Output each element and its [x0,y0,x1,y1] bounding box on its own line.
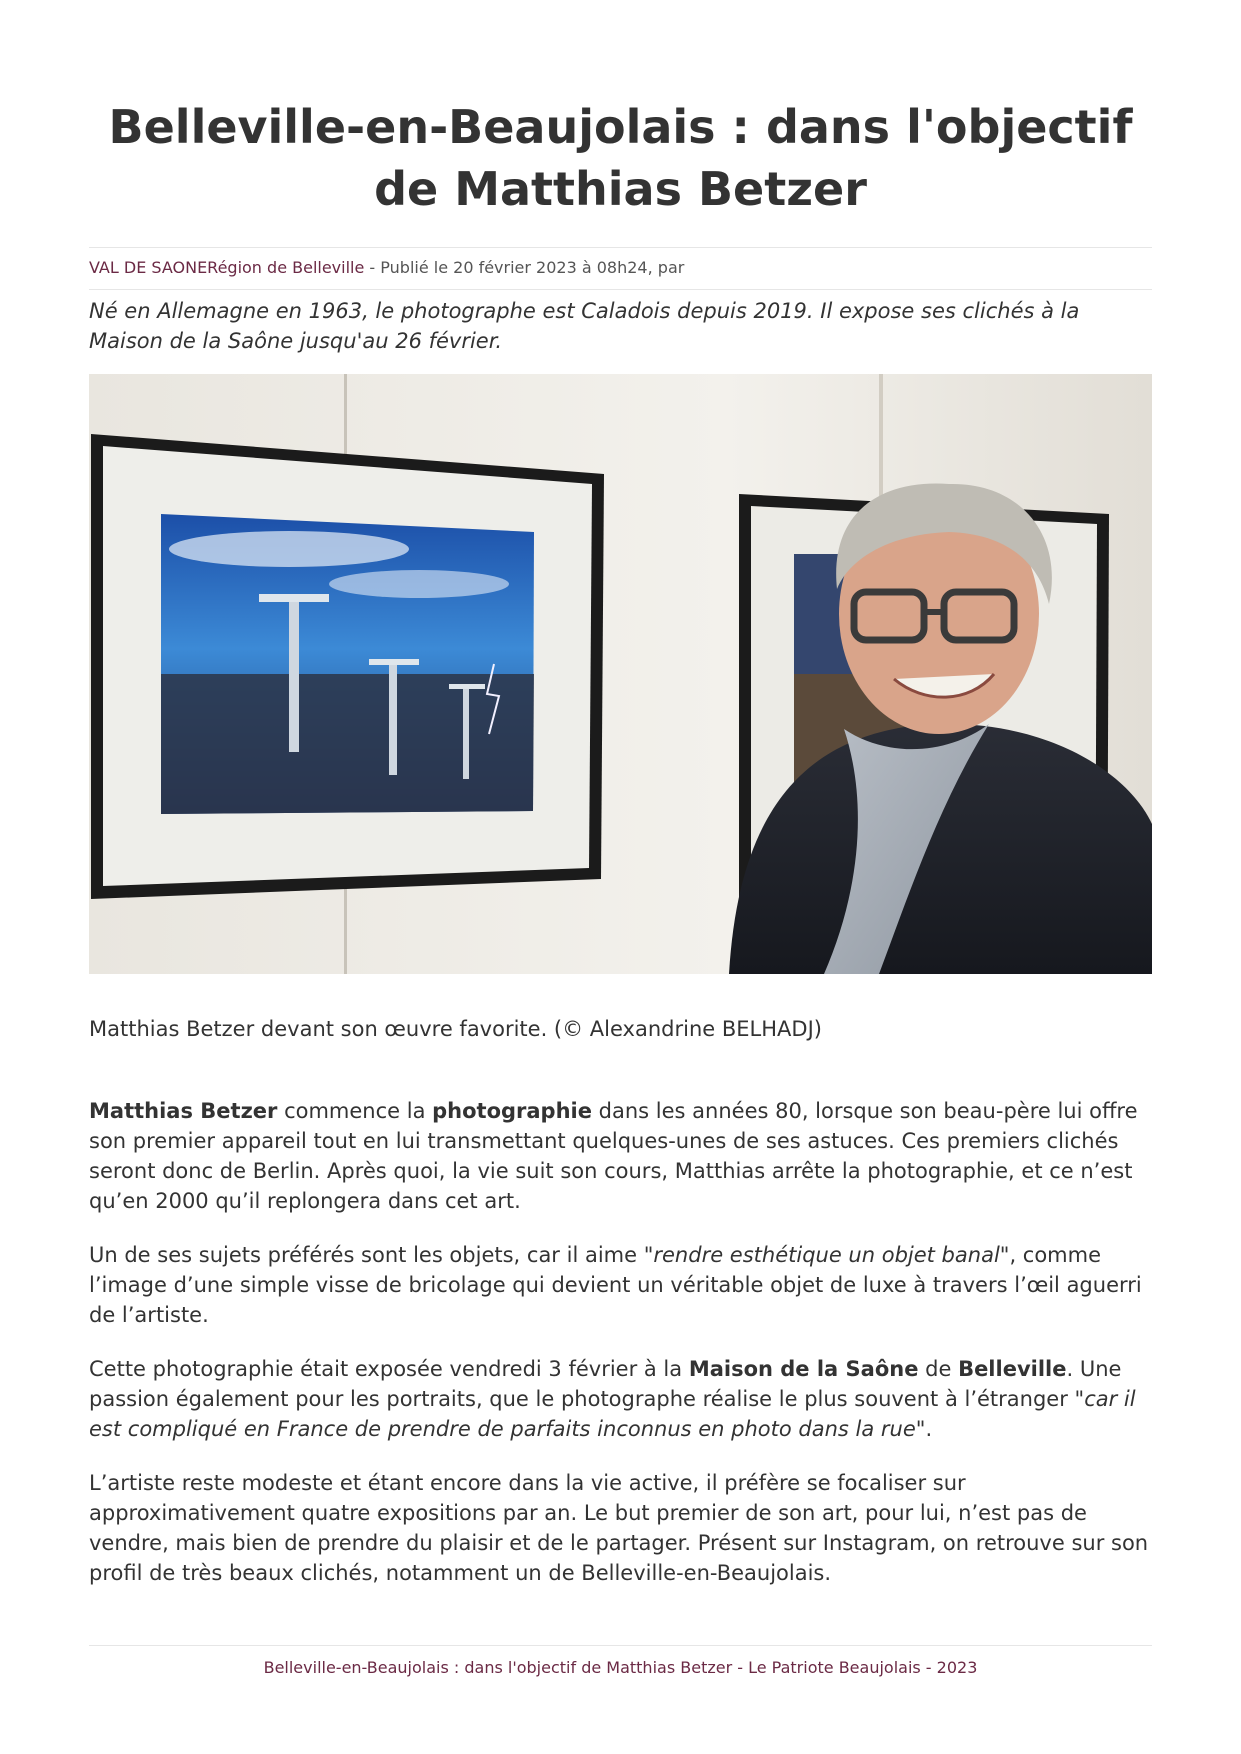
text-span: . Une passion également pour les portraits, que le photographe réalise le plus souvent à l’étranger " [89,1357,1122,1411]
article-meta [89,256,1152,280]
text-span: de [918,1357,959,1381]
article-title: Belleville-en-Beaujolais : dans l'objectif de Matthias Betzer [108,100,1133,216]
quote-emphasis: car il est compliqué en France de prendre de parfaits inconnus en photo dans la rue [89,1387,1136,1441]
paragraph-1 [89,1096,1152,1216]
paragraph-4: L’artiste reste modeste et étant encore dans la vie active, il préfère se focaliser sur approximativement quatre expositions par an. Le but premier de son art, pour lui, n’est pas de vendre, mais bien de prendre du plaisir et de le partager. Présent sur Instagram, on retrouve sur son profil de très beaux clichés, notamment un de Belleville-en-Beaujolais. [89,1471,1149,1585]
divider-meta [89,289,1152,290]
region-link[interactable]: Région de Belleville [207,258,365,277]
quote-emphasis: rendre esthétique un objet banal [653,1243,1000,1267]
person-name: Matthias Betzer [89,1099,278,1123]
page-footer: Belleville-en-Beaujolais : dans l'objectif de Matthias Betzer - Le Patriote Beaujolais - 2023 [263,1658,978,1677]
divider-top [89,247,1152,248]
article-lede: Né en Allemagne en 1963, le photographe est Caladois depuis 2019. Il expose ses clichés à la Maison de la Saône jusqu'au 26 février. [89,299,1080,353]
text-span: dans les années 80, lorsque son beau-père lui offre son premier appareil tout en lui transmettant quelques-unes de ses astuces. Ces premiers clichés seront donc de Berlin. Après quoi, la vie suit son cours, Matthias arrête la photographie, et ce n’est qu’en 2000 qu’il replongera dans cet art. [89,1099,1138,1213]
section-link[interactable]: VAL DE SAONE [89,258,208,277]
text-span: Cette photographie était exposée vendredi 3 février à la [89,1357,689,1381]
divider-footer [89,1645,1152,1646]
text-span: ". [915,1417,933,1441]
text-span: commence la [277,1099,433,1123]
venue-name: Maison de la Saône [688,1357,919,1381]
article-body [89,1096,1152,1612]
text-span: Un de ses sujets préférés sont les objets, car il aime " [89,1243,654,1267]
publish-info: - Publié le 20 février 2023 à 08h24, par [364,258,685,277]
paragraph-3 [89,1354,1152,1444]
photo-caption: Matthias Betzer devant son œuvre favorite. (© Alexandrine BELHADJ) [89,1017,822,1041]
keyword-photographie: photographie [432,1099,592,1123]
photo-illustration [89,374,1152,974]
town-name: Belleville [958,1357,1067,1381]
paragraph-2 [89,1240,1152,1330]
text-span: ", comme l’image d’une simple visse de bricolage qui devient un véritable objet de luxe à travers l’œil aguerri de l’artiste. [89,1243,1142,1327]
article-photo [89,374,1152,974]
